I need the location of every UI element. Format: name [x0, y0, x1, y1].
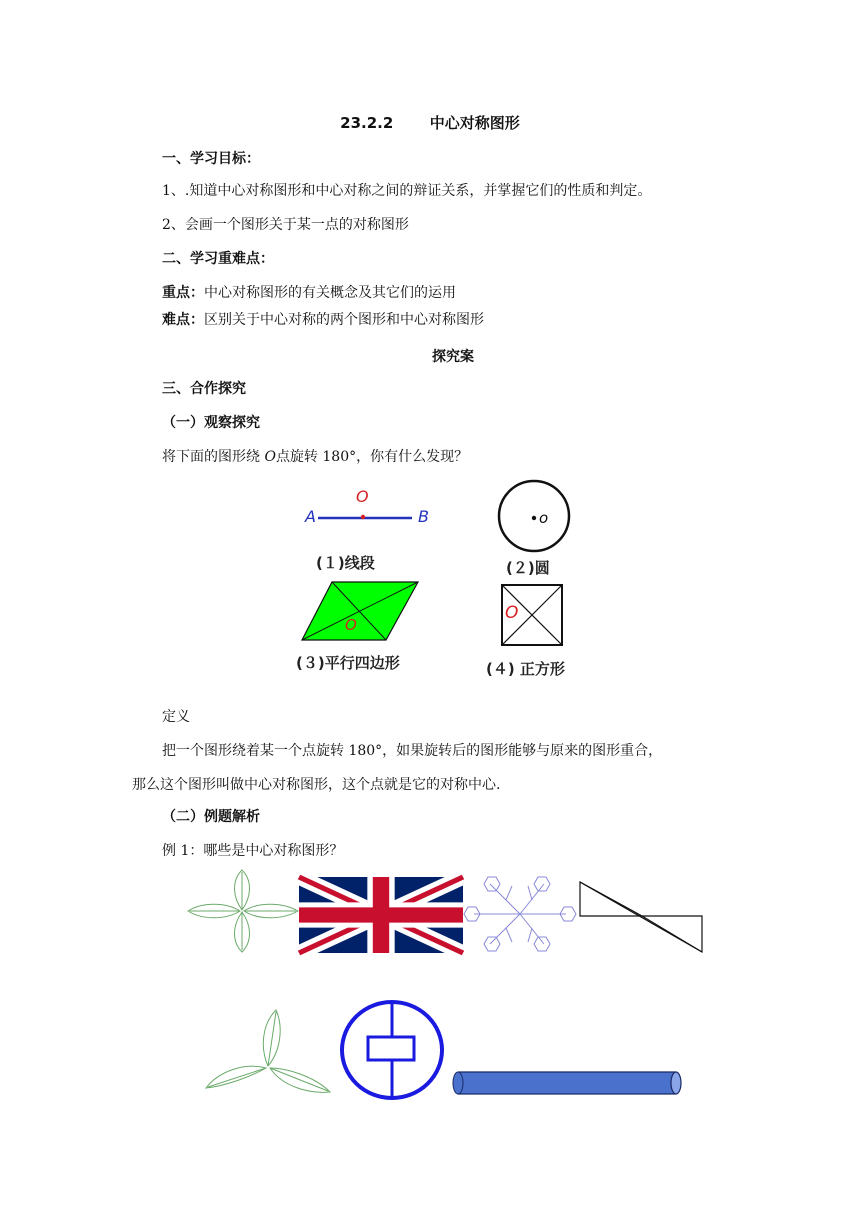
- intro-post: 点旋转 180°，你有什么发现？: [275, 449, 469, 465]
- label-b: B: [418, 507, 429, 526]
- intro-text: [162, 446, 468, 466]
- explore-heading: 探究案: [432, 349, 474, 365]
- difficult-point: [162, 309, 484, 329]
- subsection-observe: （一）观察探究: [162, 415, 260, 431]
- caption-segment: (１)线段: [316, 554, 375, 572]
- label-o-segment: O: [356, 487, 369, 506]
- cylinder-figure: [450, 1070, 686, 1098]
- definition-title: 定义: [162, 709, 190, 725]
- intro-o: O: [264, 449, 276, 465]
- label-o-parallelogram: O: [345, 616, 357, 634]
- key-point: [162, 282, 456, 302]
- circle-rectangle-figure: [340, 1000, 444, 1104]
- caption-parallelogram: (３)平行四边形: [296, 654, 400, 672]
- label-o-circle: o: [539, 509, 549, 527]
- caption-circle: (２)圆: [506, 559, 550, 577]
- hard-text: 区别关于中心对称的两个图形和中心对称图形: [204, 312, 484, 328]
- four-leaf-figure: [186, 868, 300, 954]
- label-a: A: [305, 507, 316, 526]
- parallelogram-figure: [300, 580, 420, 644]
- example-question: 例 1：哪些是中心对称图形？: [162, 843, 344, 859]
- title-number: 23.2.2: [340, 114, 394, 132]
- three-leaf-figure: [204, 1006, 334, 1098]
- definition-line-1: 把一个图形绕着某一个点旋转 180°，如果旋转后的图形能够与原来的图形重合，: [162, 743, 663, 759]
- union-jack-flag: [299, 877, 463, 953]
- caption-square: (４) 正方形: [486, 660, 565, 678]
- segment-figure: [300, 486, 440, 526]
- triangle-pair-figure: [578, 880, 708, 956]
- page-title: [0, 112, 860, 133]
- title-text: 中心对称图形: [429, 114, 520, 132]
- hard-label: 难点：: [162, 312, 204, 328]
- snowflake-figure: [462, 872, 580, 956]
- key-label: 重点：: [162, 285, 204, 301]
- label-o-square: O: [505, 603, 519, 623]
- key-text: 中心对称图形的有关概念及其它们的运用: [204, 285, 456, 301]
- section-heading-explore: 三、合作探究: [162, 381, 246, 397]
- square-figure: [501, 584, 563, 646]
- definition-line-2: 那么这个图形叫做中心对称图形，这个点就是它的对称中心.: [132, 777, 501, 793]
- section-heading-goals: 一、学习目标：: [162, 151, 260, 167]
- goal-1: 1、.知道中心对称图形和中心对称之间的辩证关系，并掌握它们的性质和判定。: [162, 183, 652, 199]
- subsection-examples: （二）例题解析: [162, 809, 260, 825]
- section-heading-keypoints: 二、学习重难点：: [162, 251, 274, 267]
- circle-figure: [498, 480, 578, 560]
- intro-pre: 将下面的图形绕: [162, 449, 265, 465]
- goal-2: 2、会画一个图形关于某一点的对称图形: [162, 217, 409, 233]
